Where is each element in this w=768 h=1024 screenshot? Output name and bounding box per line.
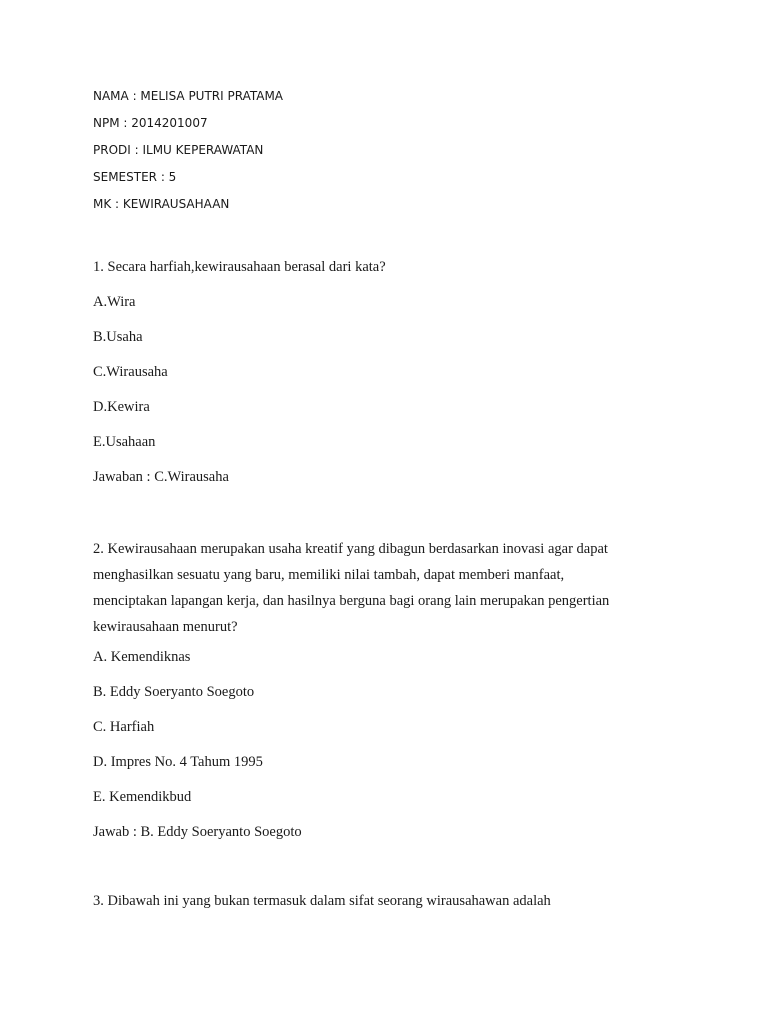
student-npm: NPM : 2014201007	[93, 116, 208, 130]
question-2-line: kewirausahaan menurut?	[93, 619, 238, 635]
q1-option-b: B.Usaha	[93, 329, 143, 345]
q2-option-d: D. Impres No. 4 Tahum 1995	[93, 754, 263, 770]
q2-option-e: E. Kemendikbud	[93, 789, 192, 805]
question-2-line: 2. Kewirausahaan merupakan usaha kreatif yang dibagun berdasarkan inovasi agar dapat	[93, 541, 608, 557]
q1-option-c: C.Wirausaha	[93, 364, 168, 380]
student-name: NAMA : MELISA PUTRI PRATAMA	[93, 89, 284, 103]
q2-option-c: C. Harfiah	[93, 719, 155, 735]
question-2-line: menghasilkan sesuatu yang baru, memiliki nilai tambah, dapat memberi manfaat,	[93, 567, 565, 583]
q1-option-a: A.Wira	[93, 294, 136, 310]
question-2	[93, 536, 683, 640]
semester: SEMESTER : 5	[93, 170, 177, 184]
q2-answer: Jawab : B. Eddy Soeryanto Soegoto	[93, 824, 302, 840]
question-2-line: menciptakan lapangan kerja, dan hasilnya berguna bagi orang lain merupakan pengertian	[93, 593, 610, 609]
q1-option-d: D.Kewira	[93, 399, 150, 415]
q1-option-e: E.Usahaan	[93, 434, 156, 450]
question-3: 3. Dibawah ini yang bukan termasuk dalam sifat seorang wirausahawan adalah	[93, 893, 551, 909]
study-program: PRODI : ILMU KEPERAWATAN	[93, 143, 264, 157]
q2-option-a: A. Kemendiknas	[93, 649, 191, 665]
course: MK : KEWIRAUSAHAAN	[93, 197, 230, 211]
q2-option-b: B. Eddy Soeryanto Soegoto	[93, 684, 255, 700]
q1-answer: Jawaban : C.Wirausaha	[93, 469, 229, 485]
question-1: 1. Secara harfiah,kewirausahaan berasal dari kata?	[93, 259, 386, 275]
